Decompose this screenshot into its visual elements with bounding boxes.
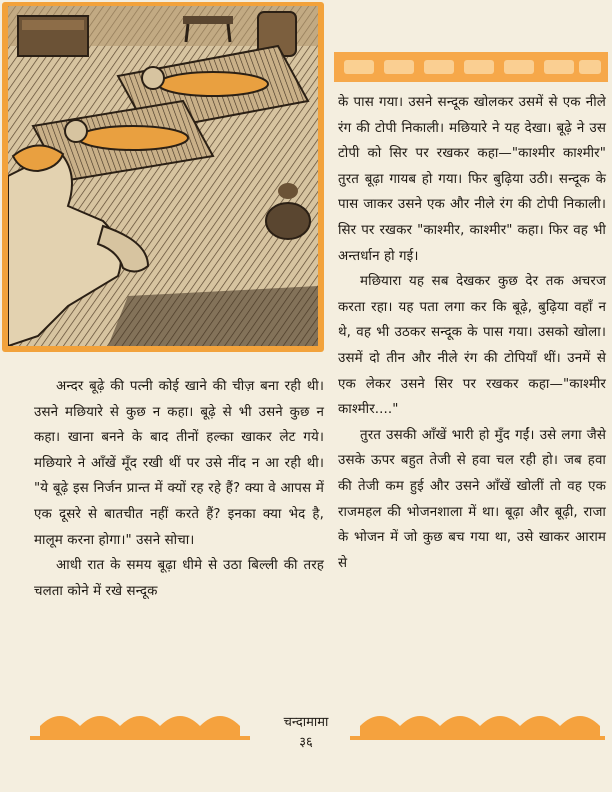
paragraph: तुरत उसकी आँखें भारी हो मुँद गईं। उसे लगा जैसे उसके ऊपर बहुत तेजी से हवा चल रही हो। जब हवा की तेजी कम हुई और उसने आँखें खोलीं तो वह एक राजमहल की भोजनशाला में था। बूढ़ा और बूढ़ी, राजा के भोजन में जो कुछ बच गया था, उसे खाकर आराम से [338,427,606,571]
right-text-column [338,90,606,576]
paragraph: मछियारा यह सब देखकर कुछ देर तक अचरज करता रहा। यह पता लगा कर कि बूढ़े, बुढ़िया वहाँ न थे, वह भी उठकर सन्दूक के पास गया। उसको खोला। उसमें दो तीन और नीले रंग की टोपियाँ थीं। उनमें से एक लेकर उसने सिर पर रखकर कहा—"काश्मीर काश्मीर...." [338,274,606,418]
story-illustration [2,2,324,352]
paragraph: आधी रात के समय बूढ़ा धीमे से उठा बिल्ली की तरह चलता कोने में रखे सन्दूक [34,558,324,599]
paragraph: अन्दर बूढ़े की पत्नी कोई खाने की चीज़ बना रही थी। उसने मछियारे से कुछ न कहा। बूढ़े से भी उसने कुछ न कहा। खाना बनने के बाद तीनों हल्का खाकर लेट गये। मछियारे ने आँखें मूँद रखी थीं पर उसे नींद न आ रही थी। "ये बूढ़े इस निर्जन प्रान्त में क्यों रह रहे हैं? क्या वे आपस में एक दूसरे से बातचीत नहीं करते हैं? इनका क्या भेद है, मालूम करना होगा।" उसने सोचा। [34,379,324,548]
ornament-pattern [334,52,608,82]
page-number: ३६ [299,735,313,750]
magazine-title: चन्दामामा [283,715,329,730]
paragraph: के पास गया। उसने सन्दूक खोलकर उसमें से एक नीले रंग की टोपी निकाली। मछियारे ने यह देखा। बूढ़े ने उस टोपी को सिर पर रखकर कहा—"काश्मीर काश्मीर" तुरत बूढ़ा गायब हो गया। फिर बुढ़िया उठी। सन्दूक के पास जाकर उसने एक और नीले रंग की टोपी निकाली। सिर पर रखकर "काश्मीर, काश्मीर" कहा। फिर वह भी अन्तर्धान हो गई। [338,95,606,264]
illustration-drawing [8,6,318,346]
left-text-column [34,374,324,604]
decorative-header-band [334,52,608,82]
